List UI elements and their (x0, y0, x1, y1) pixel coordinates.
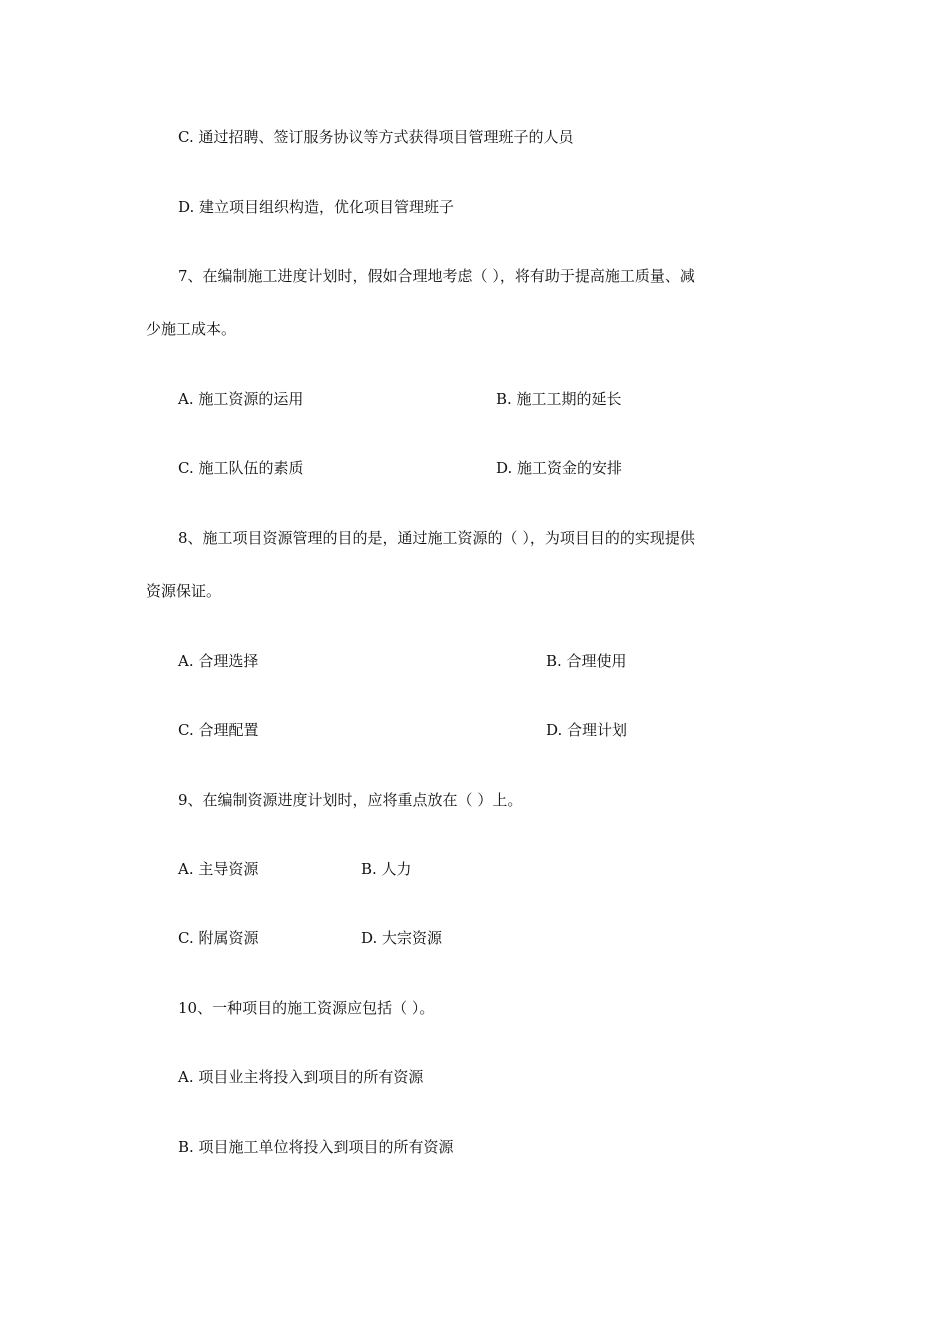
q7-option-c: C. 施工队伍的素质 (178, 459, 304, 477)
q8-option-d: D. 合理计划 (546, 721, 628, 739)
q9-option-a: A. 主导资源 (178, 860, 259, 878)
q8-stem-line2: 资源保证。 (146, 582, 222, 600)
q9-stem: 9、在编制资源进度计划时，应将重点放在（ ）上。 (178, 791, 523, 809)
q10-stem: 10、一种项目的施工资源应包括（ ）。 (178, 999, 435, 1017)
q9-option-c: C. 附属资源 (178, 929, 259, 947)
q7-option-a: A. 施工资源的运用 (178, 390, 304, 408)
q7-option-b: B. 施工工期的延长 (496, 390, 622, 408)
q6-option-d: D. 建立项目组织构造，优化项目管理班子 (178, 198, 455, 216)
q7-stem-line2: 少施工成本。 (146, 320, 237, 338)
q10-option-a: A. 项目业主将投入到项目的所有资源 (178, 1068, 424, 1086)
q8-option-b: B. 合理使用 (546, 652, 627, 670)
q8-option-c: C. 合理配置 (178, 721, 259, 739)
q6-option-c: C. 通过招聘、签订服务协议等方式获得项目管理班子的人员 (178, 128, 574, 146)
q8-stem-line1: 8、施工项目资源管理的目的是，通过施工资源的（ ），为项目目的的实现提供 (178, 529, 695, 547)
q7-stem-line1: 7、在编制施工进度计划时，假如合理地考虑（ ），将有助于提高施工质量、减 (178, 267, 695, 285)
q9-option-b: B. 人力 (361, 860, 412, 878)
q7-option-d: D. 施工资金的安排 (496, 459, 623, 477)
q10-option-b: B. 项目施工单位将投入到项目的所有资源 (178, 1138, 454, 1156)
q9-option-d: D. 大宗资源 (361, 929, 443, 947)
q8-option-a: A. 合理选择 (178, 652, 259, 670)
